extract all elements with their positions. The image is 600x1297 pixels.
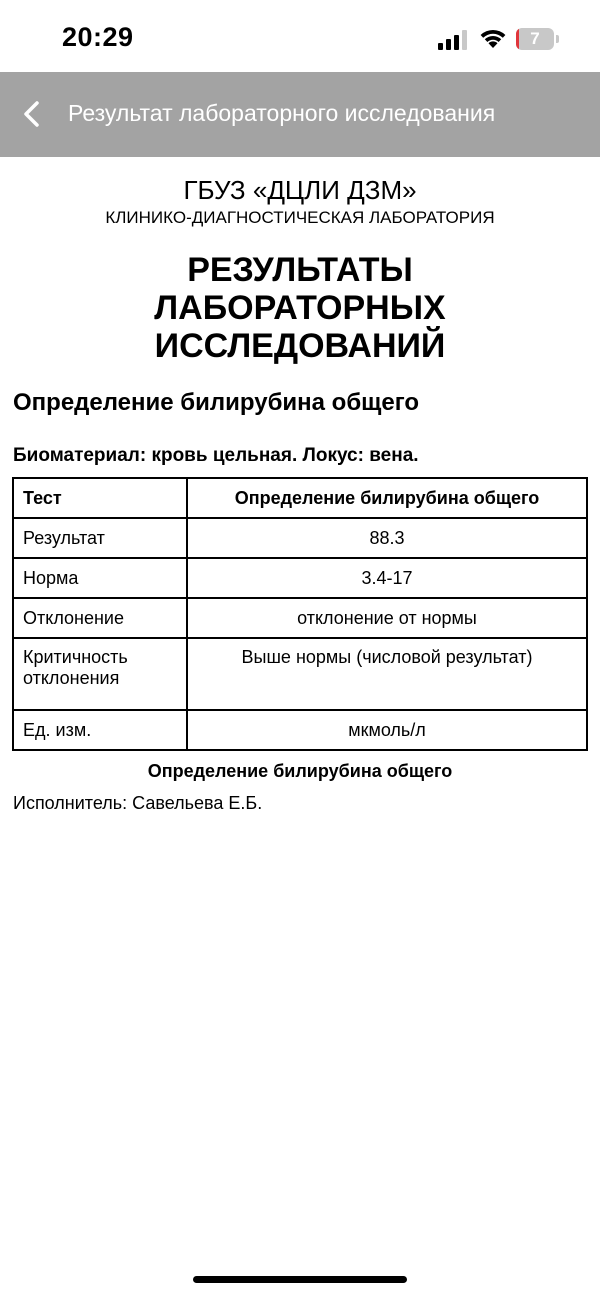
chevron-left-icon — [14, 92, 54, 136]
row-label: Критичность отклонения — [13, 638, 187, 710]
row-value: 88.3 — [187, 518, 587, 558]
row-value: 3.4-17 — [187, 558, 587, 598]
signal-icon — [438, 30, 468, 50]
battery-icon — [516, 28, 560, 52]
org-name: ГБУЗ «ДЦЛИ ДЗМ» — [183, 175, 417, 205]
table-header-row — [13, 478, 587, 518]
nav-bar — [0, 72, 600, 157]
battery-tip — [556, 35, 559, 43]
executor: Исполнитель: Савельева Е.Б. — [13, 793, 263, 813]
document-title: РЕЗУЛЬТАТЫ ЛАБОРАТОРНЫХ ИССЛЕДОВАНИЙ — [154, 251, 446, 365]
status-bar — [0, 0, 600, 72]
row-value: отклонение от нормы — [187, 598, 587, 638]
row-label: Отклонение — [13, 598, 187, 638]
lab-name: КЛИНИКО-ДИАГНОСТИЧЕСКАЯ ЛАБОРАТОРИЯ — [105, 208, 495, 227]
row-value: Выше нормы (числовой результат) — [187, 638, 587, 710]
row-label: Результат — [13, 518, 187, 558]
footer-test-name: Определение билирубина общего — [147, 761, 453, 781]
table-row — [13, 710, 587, 750]
row-label: Норма — [13, 558, 187, 598]
table-row — [13, 598, 587, 638]
back-button[interactable] — [14, 92, 54, 136]
results-table — [12, 477, 588, 751]
table-row — [13, 518, 587, 558]
table-row — [13, 558, 587, 598]
test-heading: Определение билирубина общего — [13, 389, 420, 416]
wifi-icon — [478, 27, 508, 49]
nav-title: Результат лабораторного исследования — [68, 100, 496, 126]
table-header-name: Тест — [13, 478, 187, 518]
status-time: 20:29 — [62, 22, 134, 52]
biomaterial-info: Биоматериал: кровь цельная. Локус: вена. — [13, 445, 419, 466]
table-header-value: Определение билирубина общего — [187, 478, 587, 518]
table-row — [13, 638, 587, 710]
row-value: мкмоль/л — [187, 710, 587, 750]
row-label: Ед. изм. — [13, 710, 187, 750]
home-indicator[interactable] — [193, 1276, 407, 1283]
battery-body — [516, 28, 554, 50]
battery-level: 7 — [530, 29, 540, 48]
